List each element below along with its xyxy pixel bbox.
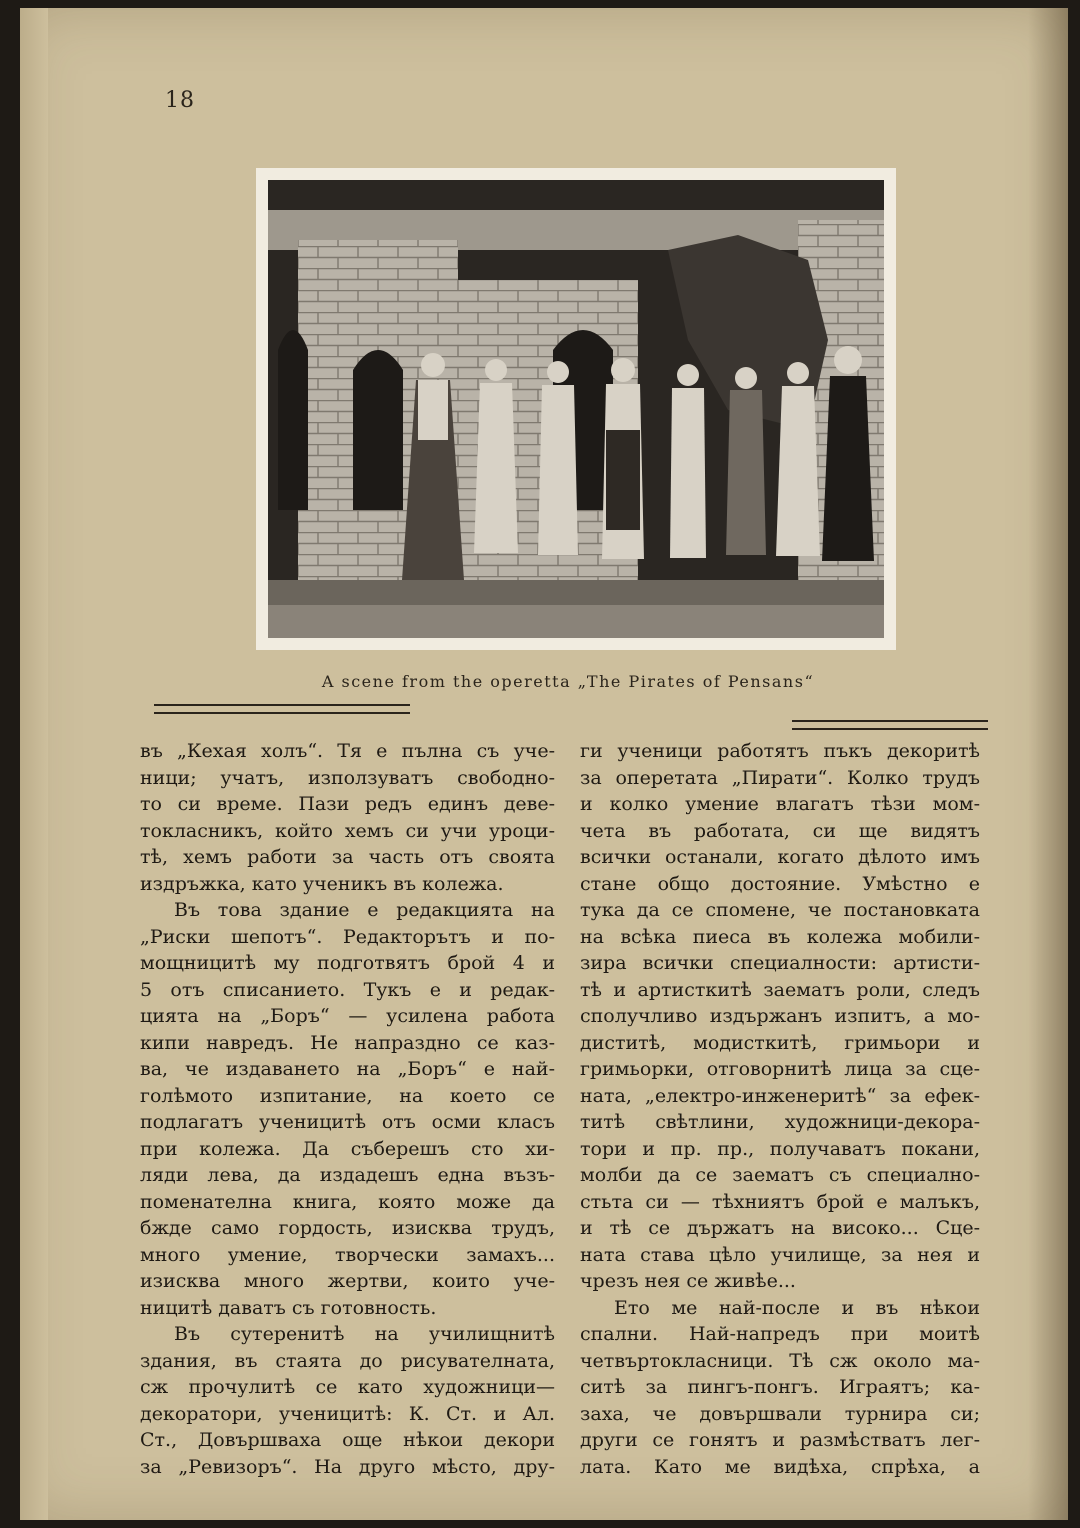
text-line: тука да се спомене, че постановката: [580, 899, 980, 921]
text-line: кипи навредъ. Не напраздно се каз-: [140, 1031, 555, 1054]
page-edge: [20, 8, 48, 1520]
text-line: тѣ, хемъ работи за часть отъ своята: [140, 846, 555, 868]
text-line: тори и пр. пр., получаватъ покани,: [580, 1137, 980, 1160]
text-line: и тѣ се държатъ на високо... Сце-: [580, 1217, 980, 1239]
magazine-page: [20, 8, 1068, 1520]
text-line: диститѣ, модисткитѣ, гримьори и: [580, 1031, 980, 1054]
text-line: ва, че издаването на „Боръ“ е най-: [140, 1058, 555, 1080]
text-line: при колежа. Да съберешъ сто хи-: [140, 1137, 555, 1160]
page-number: 18: [165, 88, 195, 113]
text-line: декоратори, ученицитѣ: К. Ст. и Ал.: [140, 1402, 555, 1425]
text-line: мощницитѣ му подготвятъ брой 4 и: [140, 952, 555, 974]
text-line: молби да се заематъ съ специално-: [580, 1164, 980, 1186]
text-line: четвъртокласници. Тѣ сж около ма-: [580, 1349, 980, 1372]
text-line: и колко умение влагатъ тѣзи мом-: [580, 793, 980, 815]
text-line: „Риски шепотъ“. Редакторътъ и по-: [140, 925, 555, 948]
text-line: титѣ свѣтлини, художници-декора-: [580, 1111, 980, 1133]
page-gutter-shadow: [1028, 8, 1068, 1520]
text-line: на всѣка пиеса въ колежа мобили-: [580, 925, 980, 948]
text-line: ситѣ за пингъ-понгъ. Играятъ; ка-: [580, 1376, 980, 1398]
text-line: ги ученици работятъ пъкъ декоритѣ: [580, 740, 980, 762]
text-line: сполучливо издържанъ изпитъ, а мо-: [580, 1005, 980, 1027]
text-line: ляди лева, да издадешъ една възъ-: [140, 1164, 555, 1186]
text-line: други се гонятъ и размѣстватъ лег-: [580, 1429, 980, 1451]
text-line: Въ сутеренитѣ на училищнитѣ: [174, 1323, 555, 1345]
text-line: Въ това здание е редакцията на: [174, 899, 555, 921]
double-rule-right: [792, 720, 988, 730]
photo-caption: A scene from the operetta „The Pirates of Pensans“: [321, 672, 815, 691]
text-line: зира всички специалности: артисти-: [580, 952, 980, 974]
text-line: голѣмото изпитание, на което се: [140, 1084, 555, 1107]
text-line: заха, че довършвали турнира си;: [580, 1402, 980, 1425]
text-line: сж прочулитѣ се като художници—: [140, 1376, 555, 1398]
text-line: Ето ме най-после и въ нѣкои: [614, 1296, 980, 1319]
text-line: издръжка, като ученикъ въ колежа.: [140, 872, 504, 895]
text-line: стане общо достояние. Умѣстно е: [580, 872, 980, 895]
text-line: стьта си — тѣхниятъ брой е малъкъ,: [580, 1190, 980, 1213]
text-line: поменателна книга, която може да: [140, 1190, 555, 1213]
text-line: то си време. Пази редъ единъ деве-: [140, 793, 555, 815]
text-line: за „Ревизоръ“. На друго мѣсто, дру-: [140, 1455, 555, 1478]
text-line: всички останали, когато дѣлото имъ: [580, 846, 980, 868]
stage-photo: [256, 168, 896, 650]
text-line: Ст., Довършваха още нѣкои декори: [140, 1429, 555, 1451]
text-line: цията на „Боръ“ — усилена работа: [140, 1005, 555, 1027]
text-column-left: [140, 738, 555, 1480]
text-line: тѣ и артисткитѣ заематъ роли, следъ: [580, 978, 980, 1001]
text-line: ницитѣ даватъ съ готовность.: [140, 1296, 437, 1319]
text-line: гримьорки, отговорнитѣ лица за сце-: [580, 1058, 980, 1080]
text-line: лата. Като ме видѣха, спрѣха, а: [580, 1455, 980, 1478]
text-line: въ „Кехая холъ“. Тя е пълна съ уче-: [140, 740, 555, 762]
text-line: много умение, творчески замахъ...: [140, 1243, 555, 1266]
text-line: изисква много жертви, които уче-: [140, 1270, 555, 1292]
text-line: подлагатъ ученицитѣ отъ осми класъ: [140, 1111, 555, 1133]
text-line: 5 отъ списанието. Тукъ е и редак-: [140, 978, 555, 1001]
text-line: спални. Най-напредъ при моитѣ: [580, 1323, 980, 1345]
double-rule-left: [154, 704, 410, 714]
text-line: ната става цѣло училище, за нея и: [580, 1243, 980, 1266]
text-line: чета въ работата, си ще видятъ: [580, 819, 980, 842]
text-line: чрезъ нея се живѣе...: [580, 1270, 796, 1292]
text-line: за оперетата „Пирати“. Колко трудъ: [580, 766, 980, 789]
text-line: токласникъ, който хемъ си учи уроци-: [140, 819, 555, 842]
text-line: ници; учатъ, използуватъ свободно-: [140, 766, 555, 789]
text-line: здания, въ стаята до рисувателната,: [140, 1349, 555, 1372]
text-line: бжде само гордость, изисква трудъ,: [140, 1217, 555, 1239]
stage-scene-illustration: [268, 180, 884, 638]
text-line: ната, „електро-инженеритѣ“ за ефек-: [580, 1084, 980, 1107]
text-column-right: [580, 738, 980, 1480]
